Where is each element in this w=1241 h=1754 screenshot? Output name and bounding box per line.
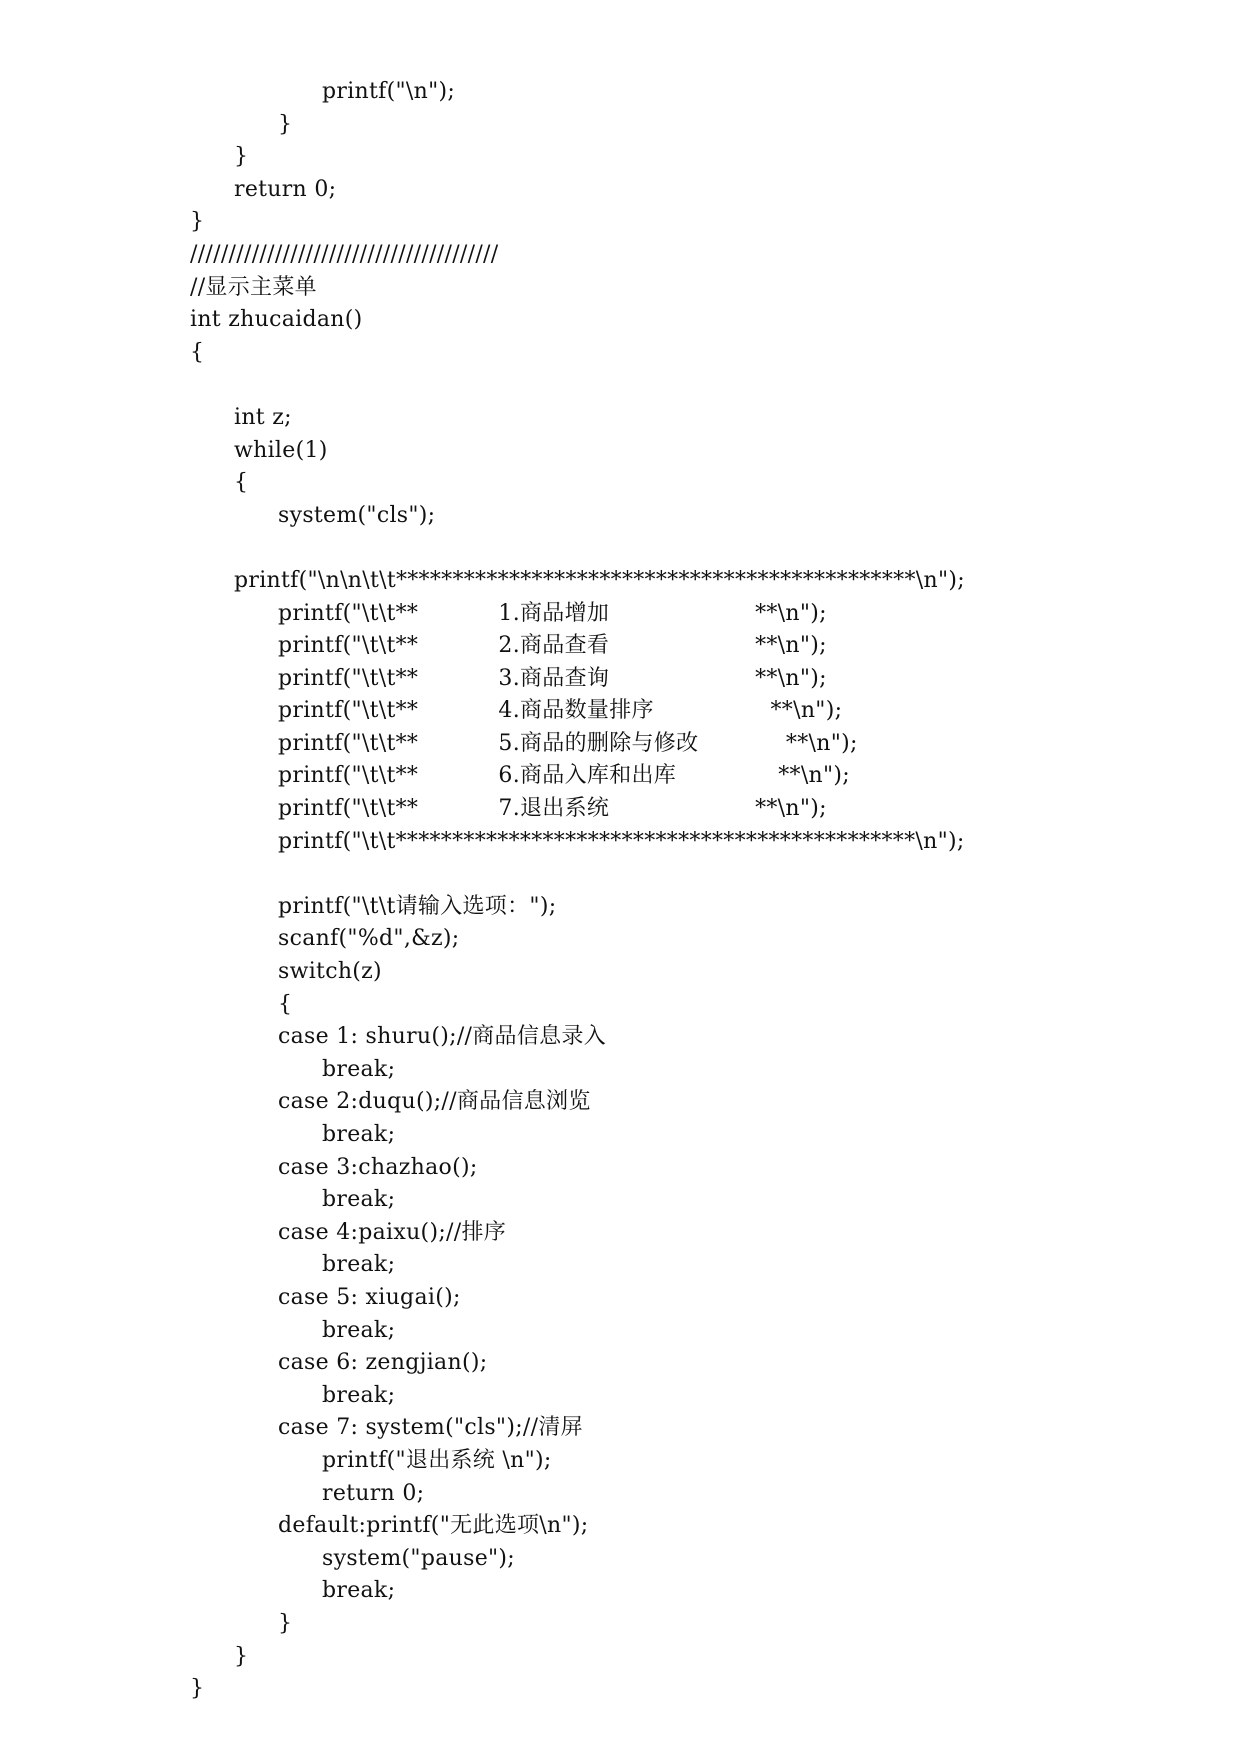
code-line: printf("退出系统 \n"); (322, 1447, 552, 1473)
code-line: while(1) (234, 437, 328, 463)
code-line: printf("\t\t**********************************************\n"); (278, 828, 965, 854)
code-line: break; (322, 1056, 396, 1082)
code-line: scanf("%d",&z); (278, 926, 460, 952)
code-line: system("cls"); (278, 502, 436, 528)
code-line: } (190, 1676, 205, 1702)
code-line: return 0; (234, 176, 337, 202)
code-line: break; (322, 1578, 396, 1604)
code-line: case 3:chazhao(); (278, 1154, 478, 1180)
code-line: case 7: system("cls");//清屏 (278, 1415, 583, 1441)
code-line: printf("\n"); (322, 79, 456, 104)
code-line: } (278, 1610, 293, 1636)
code-line: } (234, 144, 249, 170)
code-line: break; (322, 1382, 396, 1408)
code-line: //显示主菜单 (190, 274, 317, 300)
code-line: int z; (234, 404, 292, 430)
code-line: return 0; (322, 1480, 425, 1506)
code-line: break; (322, 1252, 396, 1278)
code-line: printf("\t\t** 6.商品入库和出库 **\n"); (278, 763, 851, 789)
code-line: case 4:paixu();//排序 (278, 1219, 507, 1245)
code-line: break; (322, 1187, 396, 1213)
code-line: printf("\t\t** 1.商品增加 **\n"); (278, 600, 827, 626)
code-line: system("pause"); (322, 1545, 516, 1571)
code-line: break; (322, 1122, 396, 1147)
code-line: int zhucaidan() (190, 307, 363, 333)
code-line: break; (322, 1317, 396, 1343)
code-line: { (190, 339, 205, 365)
code-line: case 6: zengjian(); (278, 1350, 488, 1376)
code-line: case 2:duqu();//商品信息浏览 (278, 1089, 591, 1115)
code-line (190, 858, 1190, 891)
code-line: } (278, 111, 293, 137)
code-line (190, 369, 1190, 402)
code-line: case 1: shuru();//商品信息录入 (278, 1024, 607, 1050)
code-line: switch(z) (278, 959, 382, 985)
code-line: printf("\t\t** 2.商品查看 **\n"); (278, 633, 827, 659)
code-line: case 5: xiugai(); (278, 1284, 461, 1310)
code-line: default:printf("无此选项\n"); (278, 1513, 589, 1539)
code-line: printf("\t\t** 3.商品查询 **\n"); (278, 665, 827, 691)
code-line: printf("\t\t** 4.商品数量排序 **\n"); (278, 698, 843, 724)
code-line: printf("\t\t** 7.退出系统 **\n"); (278, 796, 827, 822)
code-line: //////////////////////////////////////// (190, 241, 499, 267)
code-line: { (234, 470, 249, 496)
code-line (190, 532, 1190, 565)
code-line: printf("\n\n\t\t**********************************************\n"); (234, 567, 965, 593)
code-line: printf("\t\t** 5.商品的删除与修改 **\n"); (278, 730, 858, 756)
code-line: { (278, 991, 293, 1017)
code-line: } (190, 209, 205, 235)
code-line: printf("\t\t请输入选项："); (278, 893, 557, 919)
code-listing (190, 76, 1190, 1706)
code-line: } (234, 1643, 249, 1669)
